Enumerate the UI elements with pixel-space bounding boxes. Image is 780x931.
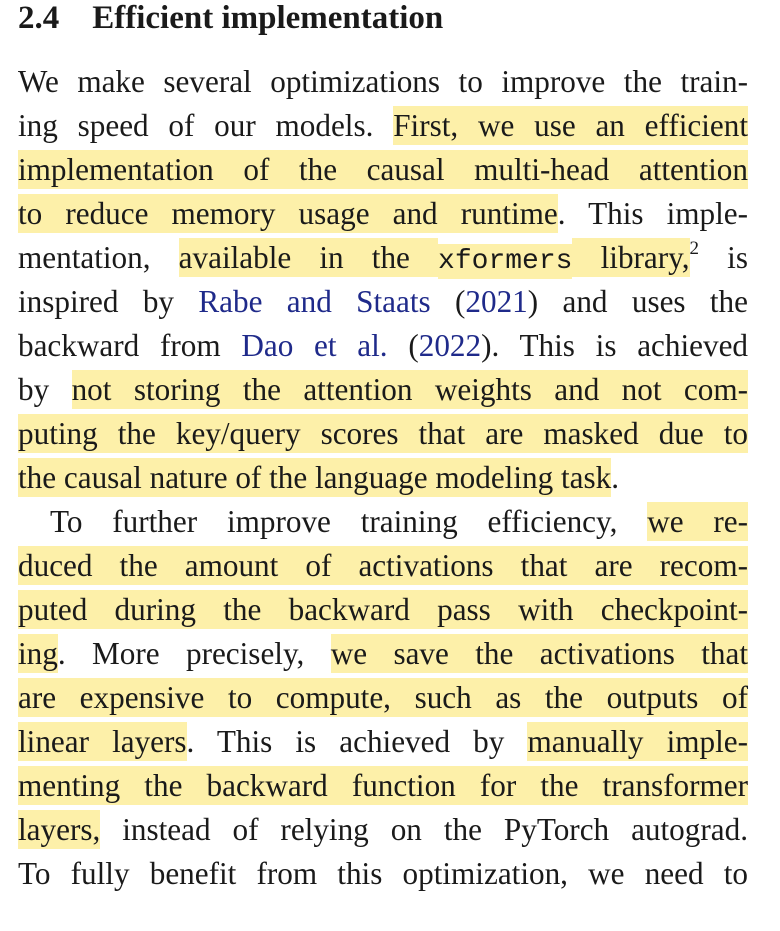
- highlighted-text: implementation of the causal multi-head attention: [18, 152, 748, 187]
- highlighted-text: to reduce memory usage and runtime: [18, 196, 558, 231]
- highlighted-text: we save the activations that: [330, 636, 748, 671]
- text-line: [18, 588, 748, 632]
- text-span: ing speed of our models.: [18, 108, 394, 143]
- footnote-marker[interactable]: 2: [689, 237, 700, 259]
- section-number: 2.4: [18, 0, 60, 36]
- text-span: . More precisely,: [57, 636, 331, 671]
- highlighted-text: puting the key/query scores that are masked due to: [18, 416, 748, 451]
- text-line: [18, 412, 748, 456]
- text-line: [18, 280, 748, 324]
- text-line: [18, 852, 748, 896]
- highlighted-text: the causal nature of the language modeling task: [18, 460, 612, 495]
- highlighted-text: duced the amount of activations that are recom-: [18, 548, 748, 583]
- citation-link[interactable]: Rabe and Staats: [198, 284, 431, 319]
- text-line: [18, 808, 748, 852]
- text-line: [18, 324, 748, 368]
- text-line: [18, 60, 748, 104]
- code-text: xformers: [438, 246, 573, 277]
- text-span: by: [18, 372, 72, 407]
- text-line: [18, 148, 748, 192]
- text-span: (: [430, 284, 466, 319]
- text-span: ). This is achieved: [481, 328, 749, 363]
- text-line: [50, 500, 748, 544]
- text-span: . This is achieved by: [186, 724, 528, 759]
- highlighted-text: not storing the attention weights and not com-: [71, 372, 748, 407]
- section-title: Efficient implementation: [92, 0, 444, 36]
- text-span: backward from: [18, 328, 242, 363]
- text-span: . This imple-: [557, 196, 749, 231]
- text-span: is: [699, 240, 748, 275]
- highlighted-text: linear layers: [18, 724, 187, 759]
- highlighted-text: manually imple-: [527, 724, 748, 759]
- text-line: [18, 192, 748, 236]
- text-line: [18, 368, 748, 412]
- text-line: [18, 632, 748, 676]
- highlighted-text: puted during the backward pass with checkpoint-: [18, 592, 748, 627]
- highlighted-text: First, we use an efficient: [393, 108, 748, 143]
- text-span: To further improve training efficiency,: [50, 504, 648, 539]
- citation-link[interactable]: 2022: [418, 328, 482, 363]
- text-line: [18, 676, 748, 720]
- highlighted-text: menting the backward function for the transformer: [18, 768, 748, 803]
- text-span: (: [387, 328, 419, 363]
- section-heading: [18, 0, 443, 36]
- text-line: [18, 236, 748, 280]
- text-line: [18, 764, 748, 808]
- highlighted-text: layers,: [18, 812, 101, 847]
- citation-link[interactable]: Dao et al.: [241, 328, 388, 363]
- citation-link[interactable]: 2021: [465, 284, 528, 319]
- highlighted-text: available in the: [178, 240, 439, 275]
- text-span: We make several optimizations to improve the train-: [18, 64, 748, 99]
- highlighted-text: we re-: [647, 504, 748, 539]
- text-span: .: [611, 460, 620, 495]
- highlighted-text: library,: [572, 240, 690, 275]
- text-line: [18, 456, 748, 500]
- text-span: To fully benefit from this optimization, we need to: [18, 856, 748, 891]
- highlighted-text: ing: [18, 636, 58, 671]
- text-span: mentation,: [18, 240, 179, 275]
- text-span: inspired by: [18, 284, 199, 319]
- text-span: instead of relying on the PyTorch autograd.: [100, 812, 748, 847]
- text-line: [18, 104, 748, 148]
- text-span: ) and uses the: [527, 284, 748, 319]
- text-line: [18, 544, 748, 588]
- highlighted-text: are expensive to compute, such as the outputs of: [18, 680, 748, 715]
- text-line: [18, 720, 748, 764]
